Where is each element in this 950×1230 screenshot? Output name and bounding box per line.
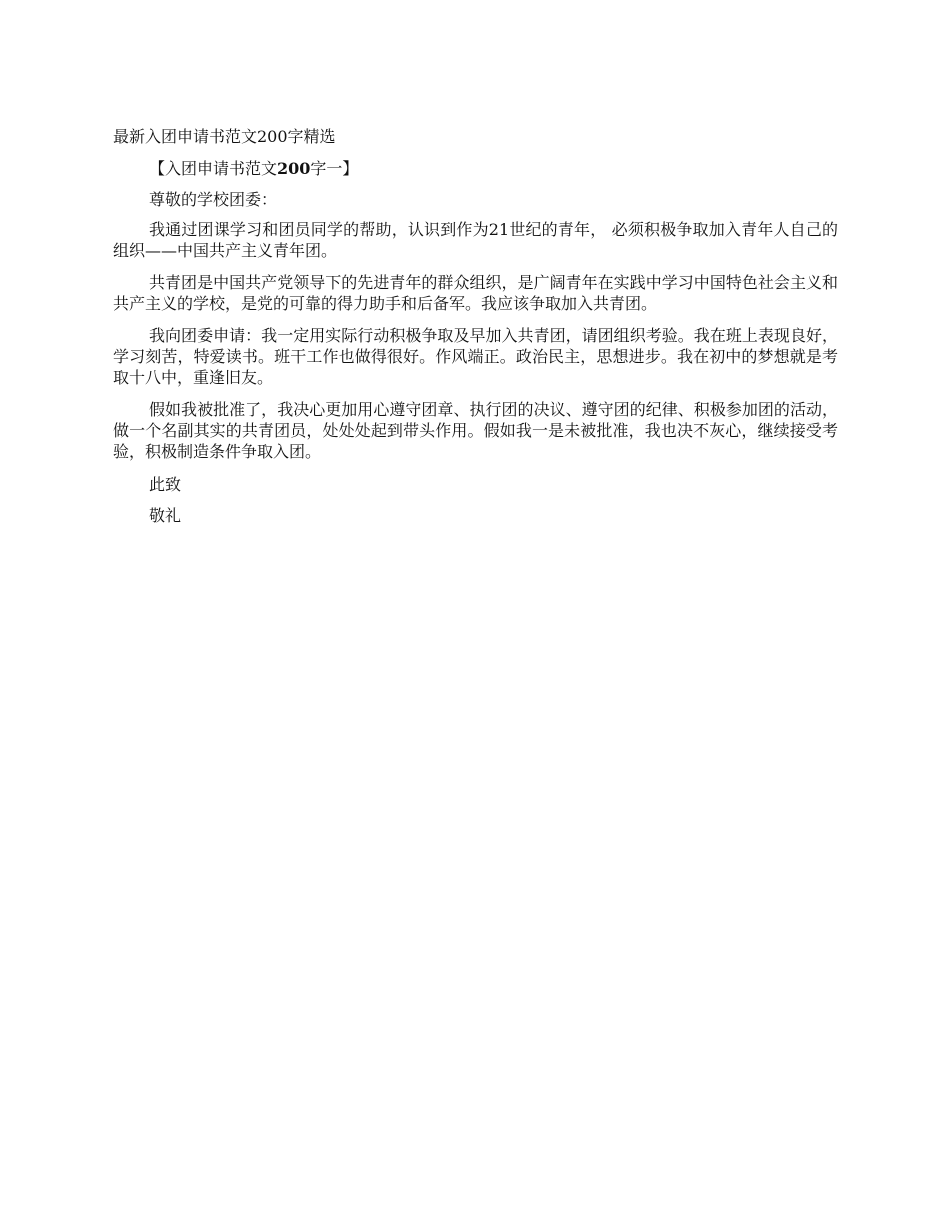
document-page bbox=[113, 125, 838, 535]
closing-line-1: 此致 bbox=[149, 475, 182, 494]
closing-line-2: 敬礼 bbox=[149, 506, 182, 525]
body-paragraph-4: 假如我被批准了，我决心更加用心遵守团章、执行团的决议、遵守团的纪律、积极参加团的活动，做一个名副其实的共青团员，处处处起到带头作用。假如我一是未被批准，我也决不灰心，继续接受考验，积极制造条件争取入团。 bbox=[113, 400, 838, 461]
body-paragraph-3: 我向团委申请：我一定用实际行动积极争取及早加入共青团，请团组织考验。我在班上表现良好，学习刻苦，特爱读书。班干工作也做得很好。作风端正。政治民主，思想进步。我在初中的梦想就是考取十八中，重逢旧友。 bbox=[113, 326, 838, 387]
section-heading-number: 200 bbox=[277, 159, 311, 178]
document-title: 最新入团申请书范文200字精选 bbox=[113, 127, 336, 146]
section-heading bbox=[113, 157, 838, 181]
section-heading-suffix: 字一】 bbox=[310, 159, 359, 178]
section-heading-prefix: 【入团申请书范文 bbox=[149, 159, 278, 178]
body-paragraph-2: 共青团是中国共产党领导下的先进青年的群众组织，是广阔青年在实践中学习中国特色社会主义和共产主义的学校，是党的可靠的得力助手和后备军。我应该争取加入共青团。 bbox=[113, 273, 838, 313]
body-paragraph-1: 我通过团课学习和团员同学的帮助，认识到作为21世纪的青年， 必须积极争取加入青年人自己的组织——中国共产主义青年团。 bbox=[113, 220, 838, 260]
salutation: 尊敬的学校团委： bbox=[149, 190, 278, 209]
